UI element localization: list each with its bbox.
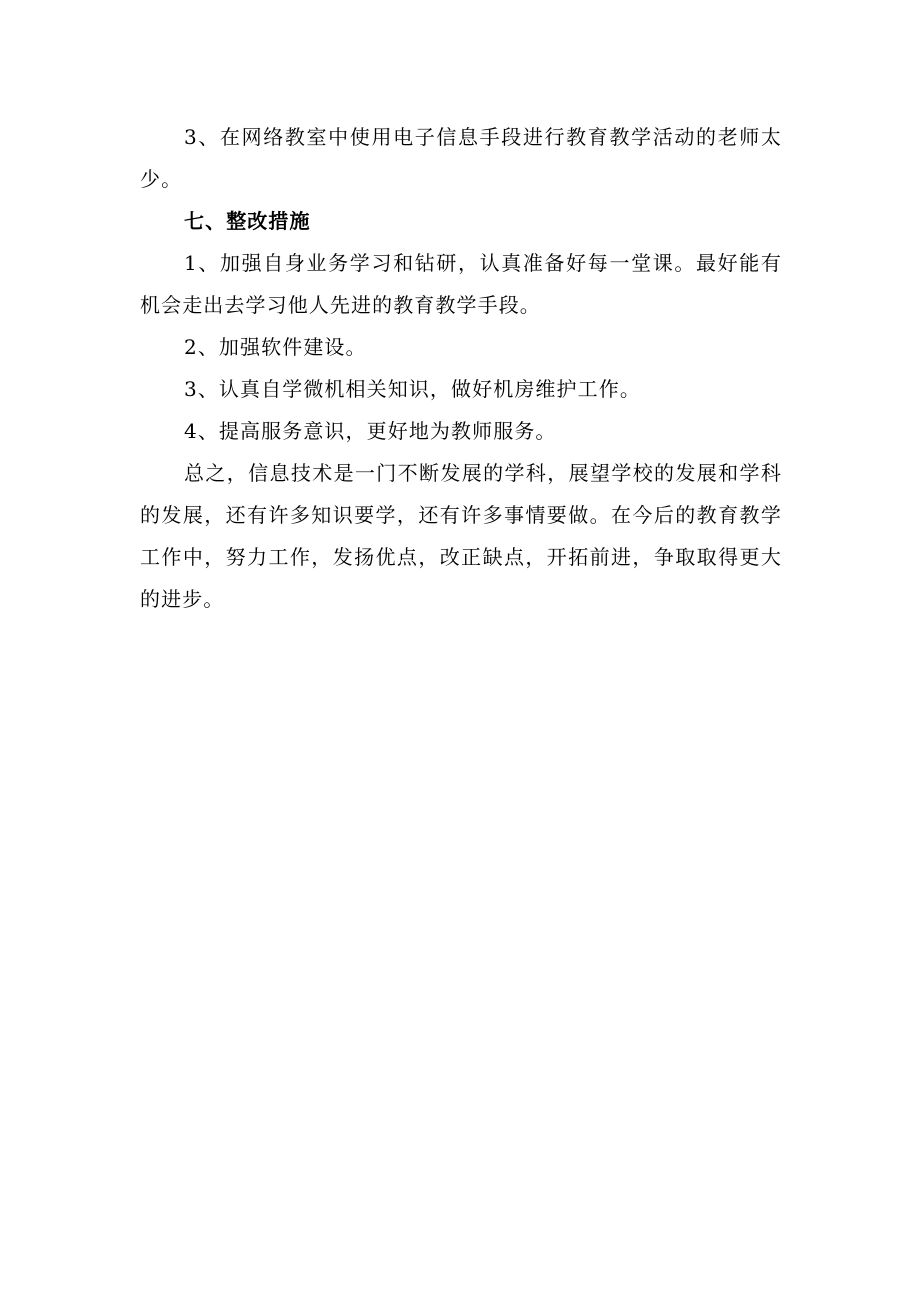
paragraph-measure-1: 1、加强自身业务学习和钻研，认真准备好每一堂课。最好能有机会走出去学习他人先进的教育教学手段。	[140, 251, 782, 317]
paragraph-measure-2: 2、加强软件建设。	[184, 335, 367, 359]
document-body	[140, 116, 782, 620]
paragraph-item-3-issue: 3、在网络教室中使用电子信息手段进行教育教学活动的老师太少。	[140, 125, 782, 191]
paragraph-measure-4: 4、提高服务意识，更好地为教师服务。	[184, 419, 557, 443]
paragraph-measure-3: 3、认真自学微机相关知识，做好机房维护工作。	[184, 377, 641, 401]
section-heading-rectification: 七、整改措施	[184, 209, 311, 233]
paragraph-conclusion: 总之，信息技术是一门不断发展的学科，展望学校的发展和学科的发展，还有许多知识要学，还有许多事情要做。在今后的教育教学工作中，努力工作，发扬优点，改正缺点，开拓前进，争取取得更大的进步。	[140, 461, 782, 611]
